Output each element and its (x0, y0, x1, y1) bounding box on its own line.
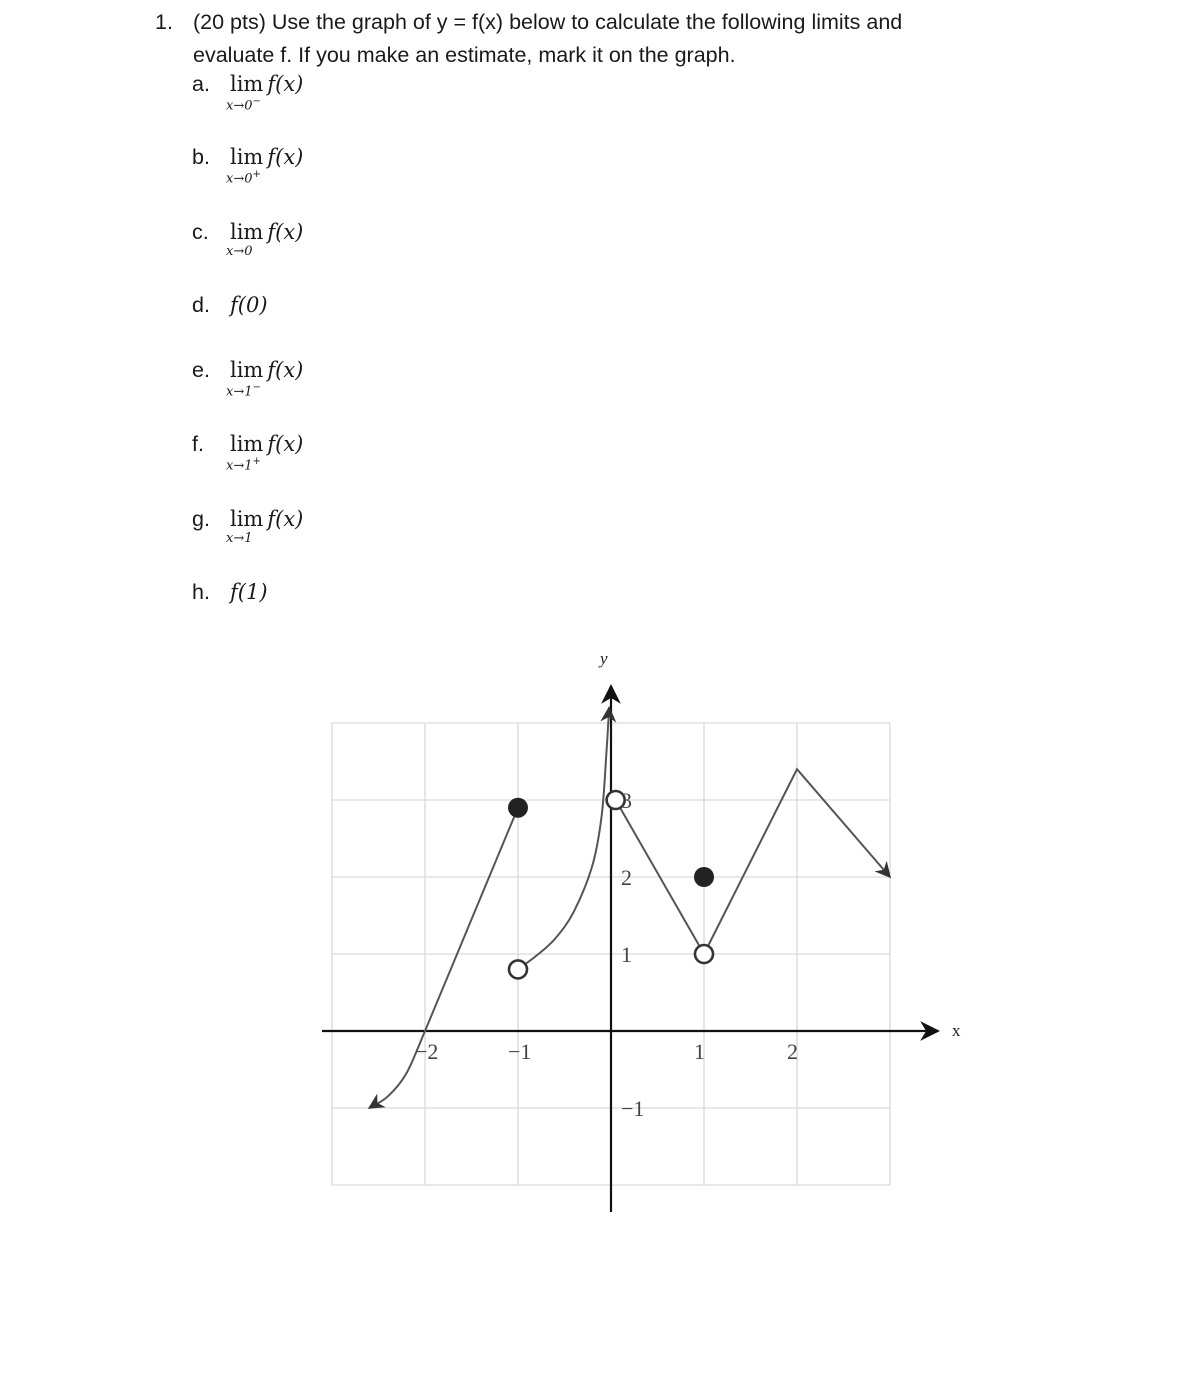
part-label: f. (192, 432, 204, 456)
y-axis-label: y (600, 649, 608, 668)
part-label: b. (192, 145, 210, 169)
function-expression: f(x) (267, 145, 304, 169)
part-label: h. (192, 580, 210, 604)
y-tick-label: −1 (621, 1096, 645, 1121)
limit-approach: x→0 (226, 244, 253, 259)
closed-point (508, 798, 528, 818)
limit-side: + (252, 456, 261, 467)
lim-word: lim (230, 507, 264, 531)
limit-approach: x→0 (226, 171, 253, 187)
problem-number: 1. (155, 10, 173, 34)
problem-text-line-2: evaluate f. If you make an estimate, mark it on the graph. (193, 43, 736, 67)
limit-side: + (252, 169, 261, 180)
part-label: c. (192, 220, 209, 244)
x-tick-label: 1 (694, 1039, 705, 1064)
part-label: g. (192, 507, 210, 531)
curve-segment-2 (518, 708, 609, 970)
lim-word: lim (230, 358, 264, 382)
function-value: f(0) (230, 293, 268, 317)
function-expression: f(x) (267, 507, 304, 531)
open-point (509, 960, 527, 978)
open-point (695, 945, 713, 963)
limit-approach: x→1 (226, 531, 253, 546)
closed-point (694, 867, 714, 887)
lim-word: lim (230, 72, 264, 96)
limit-side: − (252, 96, 261, 107)
x-axis-label: x (952, 1021, 961, 1040)
x-tick-label: 2 (787, 1039, 798, 1064)
function-expression: f(x) (267, 432, 304, 456)
x-tick-label: −1 (508, 1039, 532, 1064)
y-tick-label: 2 (621, 865, 632, 890)
x-tick-label: −2 (415, 1039, 439, 1064)
curves (369, 708, 890, 1108)
lim-word: lim (230, 432, 264, 456)
function-expression: f(x) (267, 220, 304, 244)
limit-approach: x→0 (226, 98, 253, 114)
part-label: d. (192, 293, 210, 317)
lim-word: lim (230, 220, 264, 244)
lim-word: lim (230, 145, 264, 169)
part-label: e. (192, 358, 210, 382)
function-expression: f(x) (267, 358, 304, 382)
problem-text-line-1: (20 pts) Use the graph of y = f(x) below to calculate the following limits and (193, 10, 903, 34)
curve-segment-1 (369, 808, 518, 1108)
y-tick-label: 1 (621, 942, 632, 967)
function-value: f(1) (230, 580, 268, 604)
tick-labels (415, 649, 961, 1121)
part-label: a. (192, 72, 210, 96)
limit-side: − (252, 382, 261, 393)
limit-approach: x→1 (226, 458, 253, 474)
function-expression: f(x) (267, 72, 304, 96)
limit-approach: x→1 (226, 384, 253, 400)
y-tick-label: 3 (621, 788, 632, 813)
